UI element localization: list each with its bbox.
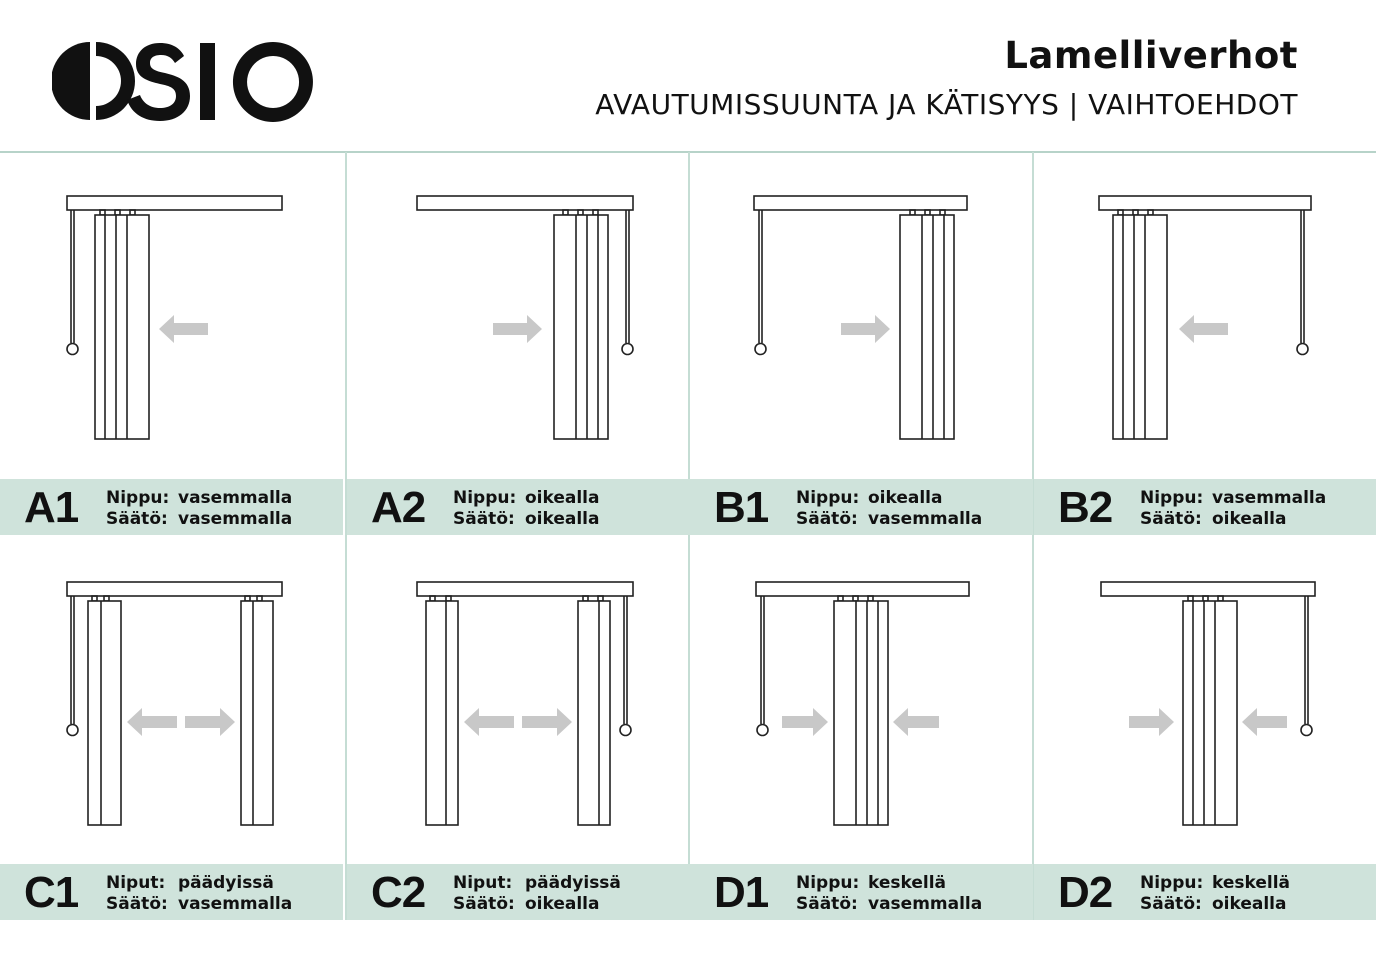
spec-key: Nippu:: [453, 488, 517, 508]
option-cell-b1: [690, 153, 1034, 536]
osio-logo: [52, 40, 314, 122]
slat-bundle: [834, 601, 888, 825]
option-label-band: [347, 479, 690, 535]
cord-weight: [1297, 344, 1308, 355]
slat-bundle: [554, 215, 608, 439]
headrail: [756, 582, 969, 596]
left-pointing-arrow-icon: [893, 708, 939, 736]
spec-value: keskellä: [1212, 873, 1291, 893]
control-spec: [1140, 509, 1286, 529]
spec-value: vasemmalla: [1212, 488, 1327, 508]
slat-bundle: [88, 601, 121, 825]
spec-value: vasemmalla: [178, 509, 293, 529]
right-pointing-arrow-icon: [493, 315, 542, 343]
blind-diagram: [0, 537, 344, 864]
cord-weight: [757, 725, 768, 736]
spec-value: oikealla: [525, 894, 600, 914]
option-cell-a2: [347, 153, 691, 536]
cord-weight: [755, 344, 766, 355]
spec-value: päädyissä: [525, 873, 621, 893]
spec-key: Nippu:: [1140, 488, 1204, 508]
control-spec: [453, 509, 599, 529]
control-spec: [796, 894, 982, 914]
slat-bundle: [1183, 601, 1237, 825]
cord-weight: [622, 344, 633, 355]
bundle-spec: [106, 873, 274, 893]
spec-key: Niput:: [106, 873, 166, 893]
spec-key: Säätö:: [796, 509, 858, 529]
control-spec: [106, 894, 292, 914]
spec-key: Säätö:: [106, 894, 168, 914]
blind-diagram: [1034, 153, 1376, 478]
control-spec: [453, 894, 599, 914]
option-label-band: [0, 479, 343, 535]
blind-diagram: [347, 153, 688, 478]
left-pointing-arrow-icon: [159, 315, 208, 343]
bundle-spec: [796, 873, 946, 893]
cord-weight: [620, 725, 631, 736]
slat-bundle: [426, 601, 458, 825]
headrail: [67, 196, 282, 210]
right-pointing-arrow-icon: [522, 708, 572, 736]
bundle-spec: [1140, 873, 1290, 893]
headrail: [67, 582, 282, 596]
bundle-spec: [1140, 488, 1326, 508]
blind-diagram: [690, 537, 1032, 864]
option-cell-d1: [690, 537, 1034, 920]
control-spec: [1140, 894, 1286, 914]
option-code: B1: [714, 483, 769, 532]
spec-value: oikealla: [868, 488, 943, 508]
option-cell-d2: [1034, 537, 1376, 920]
bundle-spec: [453, 488, 599, 508]
cord-weight: [67, 725, 78, 736]
spec-value: vasemmalla: [178, 488, 293, 508]
headrail: [417, 196, 633, 210]
option-cell-c2: [347, 537, 691, 920]
spec-value: vasemmalla: [178, 894, 293, 914]
spec-value: oikealla: [1212, 509, 1287, 529]
option-label-band: [1034, 479, 1376, 535]
control-spec: [796, 509, 982, 529]
headrail: [1101, 582, 1315, 596]
spec-value: päädyissä: [178, 873, 274, 893]
slat-bundle: [578, 601, 610, 825]
slat-bundle: [900, 215, 954, 439]
page-header: [0, 0, 1376, 152]
slat-bundle: [1113, 215, 1167, 439]
left-pointing-arrow-icon: [127, 708, 177, 736]
spec-value: keskellä: [868, 873, 947, 893]
right-pointing-arrow-icon: [782, 708, 828, 736]
control-spec: [106, 509, 292, 529]
option-code: D1: [714, 868, 769, 917]
option-code: C1: [24, 868, 79, 917]
right-pointing-arrow-icon: [841, 315, 890, 343]
left-pointing-arrow-icon: [1179, 315, 1228, 343]
spec-key: Niput:: [453, 873, 513, 893]
spec-value: oikealla: [525, 509, 600, 529]
blind-diagram: [690, 153, 1032, 478]
option-code: B2: [1058, 483, 1113, 532]
spec-value: oikealla: [525, 488, 600, 508]
option-cell-c1: [0, 537, 344, 920]
bundle-spec: [453, 873, 621, 893]
blind-diagram: [1034, 537, 1376, 864]
option-label-band: [1034, 864, 1376, 920]
spec-key: Säätö:: [1140, 894, 1202, 914]
headrail: [1099, 196, 1311, 210]
option-label-band: [690, 864, 1033, 920]
spec-key: Nippu:: [106, 488, 170, 508]
right-pointing-arrow-icon: [185, 708, 235, 736]
spec-key: Nippu:: [796, 873, 860, 893]
headrail: [754, 196, 967, 210]
headrail: [417, 582, 633, 596]
option-label-band: [0, 864, 343, 920]
page-title: Lamelliverhot: [1004, 34, 1298, 77]
spec-key: Nippu:: [1140, 873, 1204, 893]
option-code: A1: [24, 483, 79, 532]
spec-value: vasemmalla: [868, 509, 983, 529]
option-code: D2: [1058, 868, 1113, 917]
option-code: A2: [371, 483, 426, 532]
blind-diagram: [347, 537, 688, 864]
spec-key: Säätö:: [1140, 509, 1202, 529]
spec-key: Nippu:: [796, 488, 860, 508]
left-pointing-arrow-icon: [464, 708, 514, 736]
spec-key: Säätö:: [106, 509, 168, 529]
option-label-band: [347, 864, 690, 920]
option-code: C2: [371, 868, 426, 917]
right-pointing-arrow-icon: [1129, 708, 1174, 736]
blind-diagram: [0, 153, 344, 478]
cord-weight: [67, 344, 78, 355]
spec-key: Säätö:: [453, 894, 515, 914]
spec-value: oikealla: [1212, 894, 1287, 914]
option-cell-a1: [0, 153, 344, 536]
slat-bundle: [95, 215, 149, 439]
slat-bundle: [241, 601, 273, 825]
bundle-spec: [106, 488, 292, 508]
option-label-band: [690, 479, 1033, 535]
left-pointing-arrow-icon: [1242, 708, 1287, 736]
bundle-spec: [796, 488, 942, 508]
option-cell-b2: [1034, 153, 1376, 536]
spec-key: Säätö:: [453, 509, 515, 529]
page-subtitle: AVAUTUMISSUUNTA JA KÄTISYYS | VAIHTOEHDOT: [595, 88, 1298, 121]
cord-weight: [1301, 725, 1312, 736]
spec-value: vasemmalla: [868, 894, 983, 914]
spec-key: Säätö:: [796, 894, 858, 914]
